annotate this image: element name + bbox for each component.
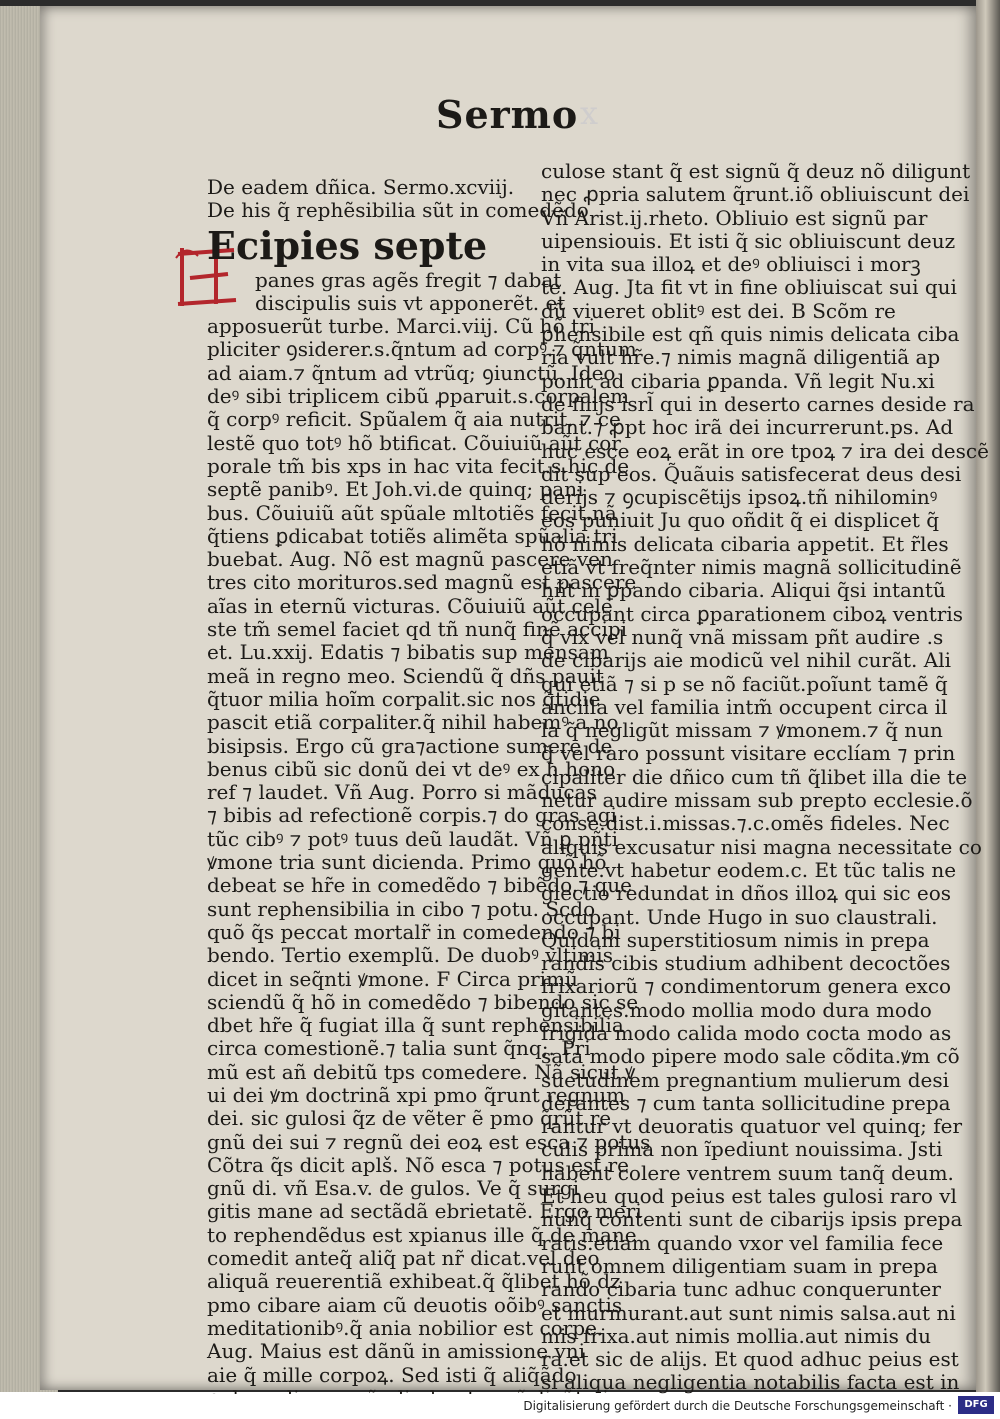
text-line: porale tm̃ bis xps in hac vita fecit.s.hic de [207,453,630,478]
text-line: q̃ vix vel nunq̃ vnã missam pñt audire .s [541,624,944,649]
text-line: pascit etiã corpaliter.q̃ nihil habemꝰ a no [207,710,619,735]
text-line: aliquã reuerentiã exhibeat.q̃ q̃libet hõ dz [207,1269,621,1294]
text-line: sata modo pipere modo sale cõdita.ꝟm cõ [541,1044,960,1069]
text-line: tũc cibꝰ ⁊ potꝰ tuus deũ laudãt. Vñ ꝑ pñti [207,826,618,851]
text-line: habent colere ventrem suum tanq̃ deum. [541,1160,954,1185]
text-line: quõ q̃s peccat mortalr̃ in comedendo ⁊ bi [207,919,621,944]
text-line: q̃tuor milia hoĩm corpalit.sic nos q̃tidie [207,686,601,711]
text-line: eos puniuit Ju quo oñdit q̃ ei displicet q̃ [541,508,940,533]
text-line: pmo cibare aiam cũ deuotis oõibꝰ sanctis [207,1292,623,1317]
text-line: debeat se hr̃e in comedẽdo ⁊ bibẽdo.⁊ que [207,873,633,898]
text-line: meã in regno meo. Sciendũ q̃ dñs pauit [207,663,604,688]
text-line: aĩas in eternũ victuras. Cõuiuiũ aũt cele [207,593,613,618]
text-line: Quidam superstitiosum nimis in prepa [541,927,930,952]
text-line: in vita sua illoꝝ et deꝰ obliuisci i morꝫ [541,252,921,277]
text-line: dei. sic gulosi q̃z de vẽter ẽ pmo q̃rũt re [207,1106,612,1131]
text-line: gnũ dei sui ⁊ regnũ dei eoꝝ est esca ⁊ potus [207,1129,651,1154]
text-line: discipulis suis vt apponerẽt. et [255,290,566,315]
text-line: buebat. Aug. Nõ est magnũ pascere ven [207,547,613,572]
text-line: aliquis excusatur nisi magna necessitate co [541,834,982,859]
right-column [541,160,989,1395]
text-line: ancilla vel familia intm̃ occupent circa il [541,694,948,719]
text-line: dit sup eos. Q̃uãuis satisfecerat deus desi [541,461,962,486]
text-line: netur audire missam sub prepto ecclesie.õ [541,788,973,813]
text-line: q̃ vel raro possunt visitare ecclíam ⁊ prin [541,741,956,766]
text-line: q̃tiens ꝑdicabat totiẽs alimẽta spũalia tri [207,523,618,548]
text-line: cipaliter die dñico cum tñ q̃libet illa die te [541,764,968,789]
text-line: derijs ⁊ ꝯcupiscẽtijs ipsoꝝ.tñ nihilominꝰ [541,485,938,510]
text-line: qui etiã ⁊ si p se nõ faciũt.poĩunt tamẽ q̃ [541,671,948,696]
text-line: deꝰ sibi triplicem cibũ ꝓparuit.s.corpalem [207,384,630,409]
text-line: ad aiam.⁊ q̃ntum ad vtrũq; ꝯiunctũ. Ideo [207,360,616,385]
text-line: Vñ Arist.ij.rheto. Obliuio est signũ par [541,205,928,230]
text-line: gitantes.modo mollia modo dura modo [541,997,932,1022]
text-line: ra.et sic de alijs. Et quod adhuc peius est [541,1347,959,1372]
text-line: circa comestionẽ.⁊ talia sunt q̃nq;. Pri [207,1036,591,1061]
text-line: de cibarijs aie modicũ vel nihil curãt. Ali [541,648,952,673]
text-line: gente.vt habetur eodem.c. Et tũc talis ne [541,857,957,882]
text-line: et. Lu.xxij. Edatis ⁊ bibatis sup mensam [207,640,609,665]
text-line: frixariorũ ⁊ condimentorum genera exco [541,974,952,999]
text-line: aie q̃ mille corpoꝝ. Sed isti q̃ aliq̃ãdo [207,1362,577,1387]
text-line: bant.⁊ ꝓpt hoc irã dei incurrerunt.ps. Ad [541,415,954,440]
text-line: de filijs isrl̃ qui in deserto carnes deside ra [541,391,975,416]
text-line: culis prima non ĩpediunt nouissima. Jsti [541,1137,943,1162]
text-line: pliciter ꝯsiderer.s.q̃ntum ad corpꝰ.⁊ q̃ntum [207,337,637,362]
text-line: tres cito morituros.sed magnũ est pascere [207,570,637,595]
text-line: Aug. Maius est dãnũ in amissione vni [207,1339,586,1364]
text-line: si aliqua negligentia notabilis facta est in [541,1370,960,1395]
text-line: la q̃ negligũt missam ⁊ ꝟmonem.⁊ q̃ nun [541,718,943,743]
text-line: gnũ di. vñ Esa.v. de gulos. Ve q̃ surgi [207,1176,580,1201]
text-line: dũ viueret oblitꝰ est dei. B Scõm re [541,298,896,323]
text-line: bus. Cõuiuiũ aũt spũale mltotiẽs fecit.nã [207,500,617,525]
text-line: dbet hr̃e q̃ fugiat illa q̃ sunt rephensibilia [207,1013,624,1038]
text-line: etiã vt freq̃nter nimis magnã sollicitudinẽ [541,555,962,580]
text-line: panes gras agẽs fregit ⁊ dabat [255,267,562,292]
text-line: ⁊ bibis ad refectionẽ corpis.⁊ do gras agi [207,803,617,828]
text-line: bendo. Tertio exemplũ. De duobꝰ vltimis [207,943,613,968]
text-line: et murmurant.aut sunt nimis salsa.aut ni [541,1300,956,1325]
text-line: rantur vt deuoratis quatuor vel quinq; fer [541,1114,963,1139]
text-line: randis cibis studium adhibent decoctões [541,951,951,976]
text-line: ꝑhensibile est qñ quis nimis delicata ciba [541,322,960,347]
running-head-showthrough: x [580,94,599,132]
text-line: hñt in ꝑpando cibaria. Aliqui q̃si intantũ [541,578,946,603]
text-line: runt omnem diligentiam suam in prepa [541,1253,938,1278]
text-line: comedit anteq̃ aliq̃ pat nr̃ dicat.vel deo [207,1246,600,1271]
text-line: apposuerũt turbe. Marci.viij. Cũ hõ tri [207,314,595,339]
text-line: conse.dist.i.missas.⁊.c.omẽs fideles. Nec [541,811,950,836]
text-line: gitis mane ad sectãdã ebrietatẽ. Ergo meri [207,1199,642,1224]
text-line: uipensiouis. Et isti q̃ sic obliuiscunt deuz [541,228,956,253]
text-line: mis frixa.aut nimis mollia.aut nimis du [541,1323,931,1348]
text-line: glectio redundat in dños illoꝝ qui sic eos [541,881,952,906]
text-line: occupant. Unde Hugo in suo claustrali. [541,904,938,929]
text-line: De his q̃ rephẽsibilia sũt in comedẽdo [207,198,589,223]
text-line: hõ nimis delicata cibaria appetit. Et r̃les [541,531,949,556]
text-line: mũ est añ debitũ tps comedere. Nã sicut ꝟ [207,1059,636,1084]
incipit-line: Ecipies septe [207,222,488,268]
footer-bar [0,1394,1000,1419]
text-line: ste tm̃ semel faciet qd tñ nunq̃ finẽ accipi [207,617,628,642]
text-line: De eadem dñica. Sermo.xcviij. [207,175,515,199]
text-line: dicet in seq̃nti ꝟmone. F Circa primũ [207,966,578,991]
text-line: occupant circa ꝑparationem ciboꝝ ventris [541,601,964,626]
text-line: Cõtra q̃s dicit aplš. Nõ esca ⁊ potus est re [207,1152,629,1177]
text-line: lestẽ quo totꝰ hõ btificat. Cõuiuiũ aũt cor [207,430,621,455]
text-line: ria vult hr̃e.⁊ nimis magnã diligentiã ap [541,345,941,370]
text-line: meditationibꝰ.q̃ ania nobilior est corpe. [207,1315,604,1340]
text-line: nunq̃ contenti sunt de cibarijs ipsis prepa [541,1207,963,1232]
text-line: benus cibũ sic donũ dei vt deꝰ ex h hono [207,756,616,781]
dfg-logo: DFG [958,1396,994,1414]
text-line: sciendũ q̃ hõ in comedẽdo ⁊ bibendo sic se [207,989,639,1014]
text-line: frigida modo calida modo cocta modo as [541,1020,952,1045]
text-line: Et heu quod peius est tales gulosi raro vl [541,1184,957,1209]
text-line: suetudinem pregnantium mulierum desi [541,1067,949,1092]
text-line: sunt rephensibilia in cibo ⁊ potu. Scdo [207,896,596,921]
text-line: culose stant q̃ est signũ q̃ deuz nõ diligunt [541,159,971,183]
running-head: Sermo [436,92,579,137]
text-line: nec ꝓpria salutem q̃runt.iõ obliuiscunt dei [541,182,970,207]
text-line: ꝟmone tria sunt dicienda. Primo quõ hõ [207,850,607,875]
text-line: ratis.etiam quando vxor vel familia fece [541,1230,944,1255]
funding-credit: Digitalisierung gefördert durch die Deutsche Forschungsgemeinschaft · [523,1399,952,1413]
text-line: to rephendẽdus est xpianus ille q̃ de mane [207,1222,637,1247]
text-line: ui dei ꝟm doctrinã xpi pmo q̃runt regnum [207,1082,626,1107]
text-line: derantes ⁊ cum tanta sollicitudine prepa [541,1090,951,1115]
text-line: ponit ad cibaria ꝑpanda. Vñ legit Nu.xi [541,368,935,393]
text-line: ref ⁊ laudet. Vñ Aug. Porro si mãducas [207,780,597,805]
text-line: te. Aug. Jta fit vt in fine obliuiscat sui qui [541,275,957,300]
text-line: huc esce eoꝝ erãt in ore tpoꝝ ⁊ ira dei descẽ [541,438,989,463]
text-line: septẽ panibꝰ. Et Joh.vi.de quinq; pani [207,477,584,502]
text-line: q̃ corpꝰ reficit. Spũalem q̃ aia nutrit. ⁊ ce [207,407,621,432]
text-line: rando cibaria tunc adhuc conquerunter [541,1277,941,1302]
text-line: bisipsis. Ergo cũ gra⁊actione sumere de [207,733,613,758]
